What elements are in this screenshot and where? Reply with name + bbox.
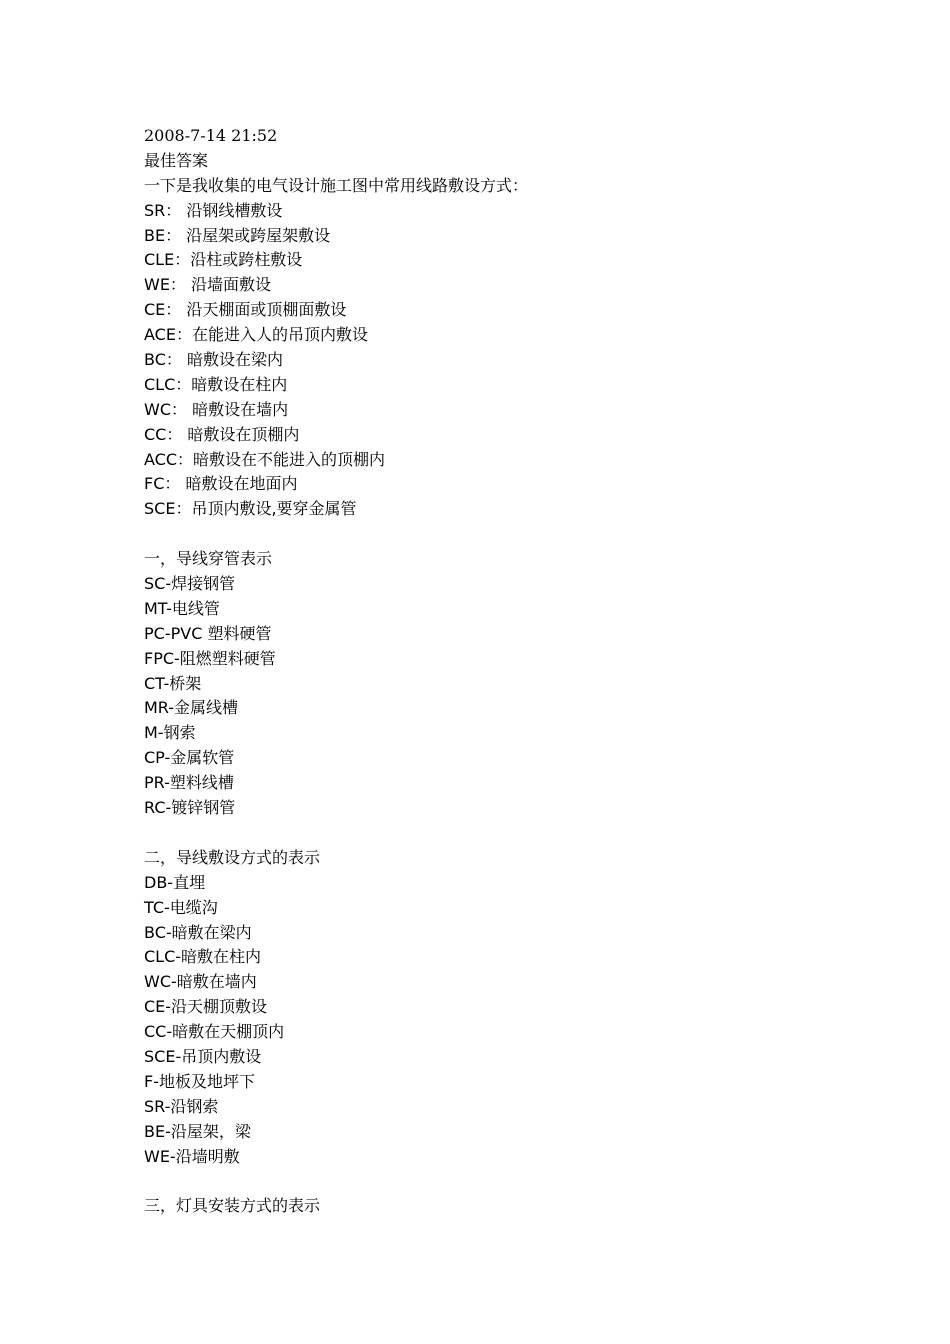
section-lighting — [144, 1194, 904, 1219]
list-item: SCE：吊顶内敷设,要穿金属管 — [144, 499, 357, 519]
list-item: CP-金属软管 — [144, 748, 235, 768]
list-item: FC： 暗敷设在地面内 — [144, 474, 298, 494]
list-item: RC-镀锌钢管 — [144, 798, 236, 818]
spacer — [144, 821, 904, 846]
spacer — [144, 522, 904, 547]
section-laying — [144, 846, 904, 1170]
list-item: SR-沿钢索 — [144, 1096, 219, 1116]
list-item: WE： 沿墙面敷设 — [144, 275, 272, 295]
list-item: WC： 暗敷设在墙内 — [144, 399, 289, 419]
list-item: ACE：在能进入人的吊顶内敷设 — [144, 325, 368, 345]
list-item: SC-焊接钢管 — [144, 574, 236, 594]
list-item: CC-暗敷在天棚顶内 — [144, 1022, 285, 1042]
document-page — [144, 124, 904, 1219]
intro-text: 一下是我收集的电气设计施工图中常用线路敷设方式： — [144, 175, 529, 195]
section-title: 一，导线穿管表示 — [144, 549, 273, 569]
list-item: DB-直埋 — [144, 872, 206, 892]
list-item: CC： 暗敷设在顶棚内 — [144, 424, 300, 444]
list-item: SR： 沿钢线槽敷设 — [144, 200, 283, 220]
list-item: BC-暗敷在梁内 — [144, 922, 252, 942]
list-item: TC-电缆沟 — [144, 897, 218, 917]
list-item: CLE：沿柱或跨柱敷设 — [144, 250, 303, 270]
list-item: MT-电线管 — [144, 598, 220, 618]
list-item: MR-金属线槽 — [144, 698, 239, 718]
list-item: F-地板及地坪下 — [144, 1071, 255, 1091]
list-item: CLC-暗敷在柱内 — [144, 947, 262, 967]
list-item: WE-沿墙明敷 — [144, 1146, 240, 1166]
list-item: SCE-吊顶内敷设 — [144, 1046, 262, 1066]
list-item: CE： 沿天棚面或顶棚面敷设 — [144, 300, 347, 320]
section-title: 三，灯具安装方式的表示 — [144, 1196, 321, 1216]
list-item: BC： 暗敷设在梁内 — [144, 350, 283, 370]
list-item: M-钢索 — [144, 723, 196, 743]
list-item: CE-沿天棚顶敷设 — [144, 997, 268, 1017]
list-item: BE： 沿屋架或跨屋架敷设 — [144, 225, 331, 245]
spacer — [144, 1169, 904, 1194]
list-item: PC-PVC 塑料硬管 — [144, 623, 272, 643]
list-item: FPC-阻燃塑料硬管 — [144, 648, 276, 668]
list-item: CT-桥架 — [144, 673, 202, 693]
laying-methods-list — [144, 199, 904, 523]
list-item: BE-沿屋架，梁 — [144, 1121, 251, 1141]
best-answer-label: 最佳答案 — [144, 150, 209, 170]
list-item: WC-暗敷在墙内 — [144, 972, 257, 992]
list-item: ACC：暗敷设在不能进入的顶棚内 — [144, 449, 386, 469]
post-date: 2008-7-14 21:52 — [144, 126, 278, 145]
list-item: CLC：暗敷设在柱内 — [144, 374, 288, 394]
list-item: PR-塑料线槽 — [144, 773, 234, 793]
section-title: 二，导线敷设方式的表示 — [144, 847, 321, 867]
section-conduit — [144, 547, 904, 821]
